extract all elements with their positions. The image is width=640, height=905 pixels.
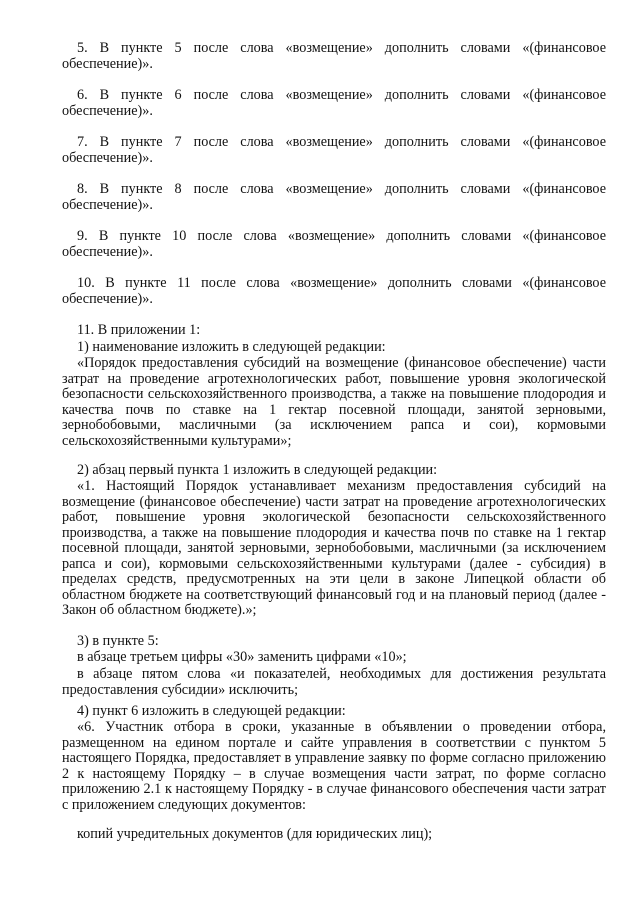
paragraph-item-11: 11. В приложении 1: [77, 322, 201, 338]
subitem-2: 2) абзац первый пункта 1 изложить в следующей редакции: [77, 462, 438, 478]
quoted-clause-6: «6. Участник отбора в сроки, указанные в объявлении о проведении отбора, размещенном на едином портале и сайте управления в соответствии с пунктом 5 настоящего Порядка, предоставляет в управление заявку по форме согласно приложению 2 к настоящему Порядку – в случае возмещения части затрат, по форме согласно приложению 2.1 к настоящему Порядку - в случае финансового обеспечения части затрат с приложением следующих документов: [62, 719, 606, 813]
quoted-title: «Порядок предоставления субсидий на возмещение (финансовое обеспечение) части затрат на проведение агротехнологических работ, повышение уровня экологической безопасности сельскохозяйственного производства, а также на повышение плодородия и качества почв по ставке на 1 гектар посевной площади, занятой зерновыми, зернобобовыми, масличными (за исключением рапса и сои), кормовыми сельскохозяйственными культурами»; [62, 355, 606, 449]
clause-3-b: в абзаце пятом слова «и показателей, необходимых для достижения результата предоставления субсидии» исключить; [62, 666, 606, 698]
clause-3-a: в абзаце третьем цифры «30» заменить цифрами «10»; [77, 649, 407, 665]
quoted-clause-1: «1. Настоящий Порядок устанавливает механизм предоставления субсидий на возмещение (финансовое обеспечение) части затрат на проведение агротехнологических работ, повышение уровня экологической безопасности сельскохозяйственного производства, а также на повышение плодородия и качества почв по ставке на 1 гектар посевной площади, занятой зерновыми, зернобобовыми, масличными (за исключением рапса и сои), кормовыми сельскохозяйственными культурами (далее - субсидия) в пределах средств, предусмотренных на эти цели в законе Липецкой области об областном бюджете на соответствующий финансовый год и на плановый период (далее - Закон об областном бюджете).»; [62, 478, 606, 618]
paragraph-item-7: 7. В пункте 7 после слова «возмещение» дополнить словами «(финансовое обеспечение)». [62, 134, 606, 166]
paragraph-item-8: 8. В пункте 8 после слова «возмещение» дополнить словами «(финансовое обеспечение)». [62, 181, 606, 213]
subitem-4: 4) пункт 6 изложить в следующей редакции: [77, 703, 346, 719]
paragraph-item-9: 9. В пункте 10 после слова «возмещение» дополнить словами «(финансовое обеспечение)». [62, 228, 606, 260]
document-list-item: копий учредительных документов (для юридических лиц); [77, 826, 433, 842]
paragraph-item-5: 5. В пункте 5 после слова «возмещение» дополнить словами «(финансовое обеспечение)». [62, 40, 606, 72]
paragraph-item-10: 10. В пункте 11 после слова «возмещение» дополнить словами «(финансовое обеспечение)». [62, 275, 606, 307]
subitem-3: 3) в пункте 5: [77, 633, 159, 649]
subitem-1: 1) наименование изложить в следующей редакции: [77, 339, 386, 355]
paragraph-item-6: 6. В пункте 6 после слова «возмещение» дополнить словами «(финансовое обеспечение)». [62, 87, 606, 119]
